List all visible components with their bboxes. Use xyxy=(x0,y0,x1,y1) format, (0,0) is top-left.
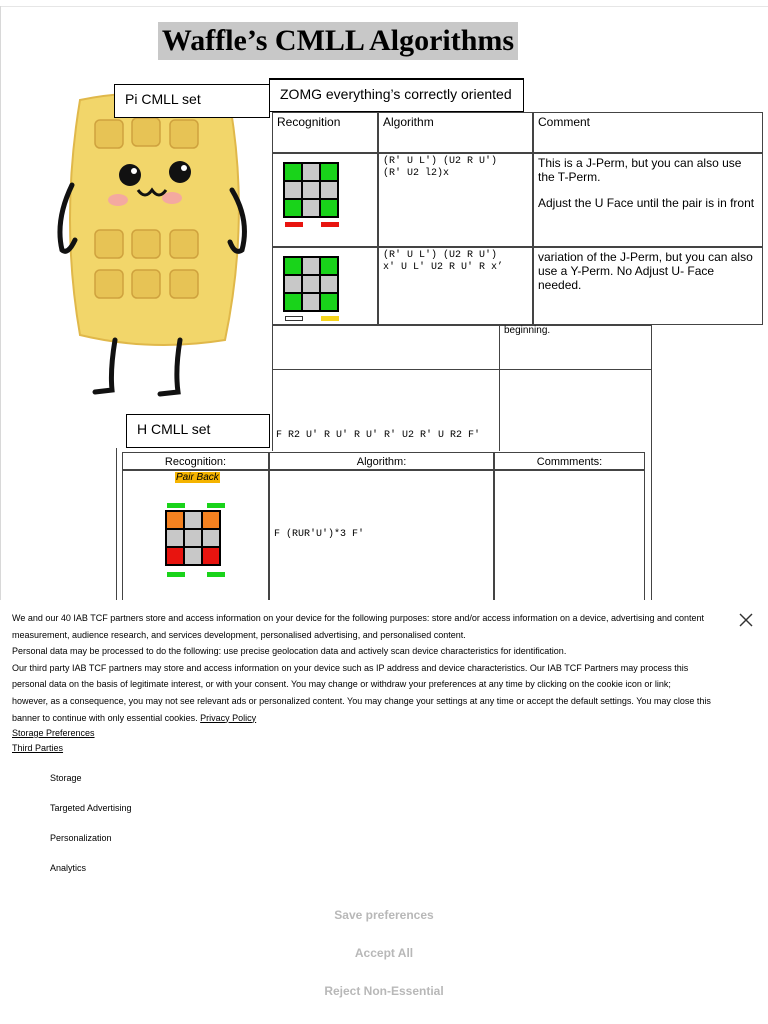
zomg-row1-comment xyxy=(533,153,763,247)
option-analytics[interactable]: Analytics xyxy=(50,863,87,873)
accept-all-button[interactable]: Accept All xyxy=(354,946,414,960)
consent-line: Our third party IAB TCF partners may store and access information on your device such as IP address and device characteristics. Our IAB TCF Partners may process this xyxy=(12,662,689,673)
consent-line: however, as a consequence, you may not see relevant ads or personalized content. You may change your settings at any time or accept the default settings. You may close this xyxy=(12,695,711,706)
zomg-row2-algorithm: (R' U L') (U2 R U') x' U L' U2 R U' R x’ xyxy=(378,247,533,325)
third-parties-link[interactable]: Third Parties xyxy=(12,743,64,753)
comment-text: Adjust the U Face until the pair is in front xyxy=(538,196,755,210)
page-left-border xyxy=(0,6,1,606)
h-row1-algorithm-cell xyxy=(269,470,494,605)
close-icon-glyph xyxy=(737,611,755,629)
pair-back-tag: Pair Back xyxy=(176,472,219,483)
consent-line-last xyxy=(12,710,722,727)
option-storage[interactable]: Storage xyxy=(50,773,82,783)
h-header-algorithm: Algorithm: xyxy=(269,452,494,470)
side-sticker-green xyxy=(167,572,185,577)
pi-partial-empty xyxy=(500,369,652,451)
h-row1-algorithm: F (RUR'U')*3 F' xyxy=(274,529,365,540)
side-sticker-yellow xyxy=(321,316,339,321)
h-header-comments: Commments: xyxy=(494,452,645,470)
consent-line: personal data on the basis of legitimate interest, or with your consent. You may change or withdraw your preferences at any time by clicking on the cookie icon or link; xyxy=(12,679,671,690)
option-targeted-advertising[interactable]: Targeted Advertising xyxy=(50,803,132,813)
zomg-header-comment: Comment xyxy=(533,112,763,153)
zomg-header-recognition: Recognition xyxy=(272,112,378,153)
side-sticker-red xyxy=(321,222,339,227)
consent-line: measurement, audience research, and services development, personalised advertising, and personalised content. xyxy=(12,629,466,640)
h-header-recognition: Recognition: xyxy=(122,452,269,470)
table-border xyxy=(651,448,652,600)
h-cmll-set-label: H CMLL set xyxy=(126,414,270,448)
page-top-border xyxy=(0,6,768,7)
consent-line: Personal data may be processed to do the following: use precise geolocation data and actively scan device characteristics for identification. xyxy=(12,646,567,657)
privacy-policy-link[interactable]: Privacy Policy xyxy=(200,712,257,723)
zomg-set-label: ZOMG everything’s correctly oriented xyxy=(269,78,524,112)
cube-diagram xyxy=(283,256,339,312)
side-sticker-green xyxy=(167,503,185,508)
h-row1-comment xyxy=(494,470,645,605)
consent-line: We and our 40 IAB TCF partners store and access information on your device for the following purposes: store and/or access information on a device, advertising and content xyxy=(12,613,705,623)
consent-text xyxy=(12,610,722,726)
zomg-header-algorithm: Algorithm xyxy=(378,112,533,153)
cube-diagram xyxy=(165,510,221,566)
side-sticker-green xyxy=(207,572,225,577)
pi-partial-algorithm: F R2 U' R U' R U' R' U2 R' U R2 F' xyxy=(276,430,481,441)
table-border xyxy=(116,448,117,600)
pi-partial-comment: beginning. xyxy=(500,325,652,369)
zomg-row2-recognition xyxy=(272,247,378,325)
page-title: Waffle’s CMLL Algorithms xyxy=(158,22,518,60)
side-sticker-green xyxy=(207,503,225,508)
option-personalization[interactable]: Personalization xyxy=(50,833,112,843)
close-icon[interactable] xyxy=(737,611,755,629)
storage-preferences-link[interactable]: Storage Preferences xyxy=(12,728,95,738)
zomg-row1-recognition xyxy=(272,153,378,247)
save-preferences-button[interactable]: Save preferences xyxy=(334,908,434,922)
comment-text: This is a J-Perm, but you can also use the T-Perm. xyxy=(538,156,742,184)
consent-text-tail: banner to continue with only essential cookies. xyxy=(12,712,198,723)
h-row1-recognition xyxy=(122,470,269,605)
cookie-consent-banner xyxy=(0,600,768,1024)
side-sticker-red xyxy=(285,222,303,227)
pi-partial-cell xyxy=(272,325,500,369)
zomg-row2-comment: variation of the J-Perm, but you can also use a Y-Perm. No Adjust U- Face needed. xyxy=(533,247,763,325)
waffle-mascot-image xyxy=(50,90,260,410)
zomg-row1-algorithm: (R' U L') (U2 R U') (R' U2 l2)x xyxy=(378,153,533,247)
side-sticker-white xyxy=(285,316,303,321)
pi-cmll-set-label: Pi CMLL set xyxy=(114,84,270,118)
reject-non-essential-button[interactable]: Reject Non-Essential xyxy=(324,984,444,998)
cube-diagram xyxy=(283,162,339,218)
